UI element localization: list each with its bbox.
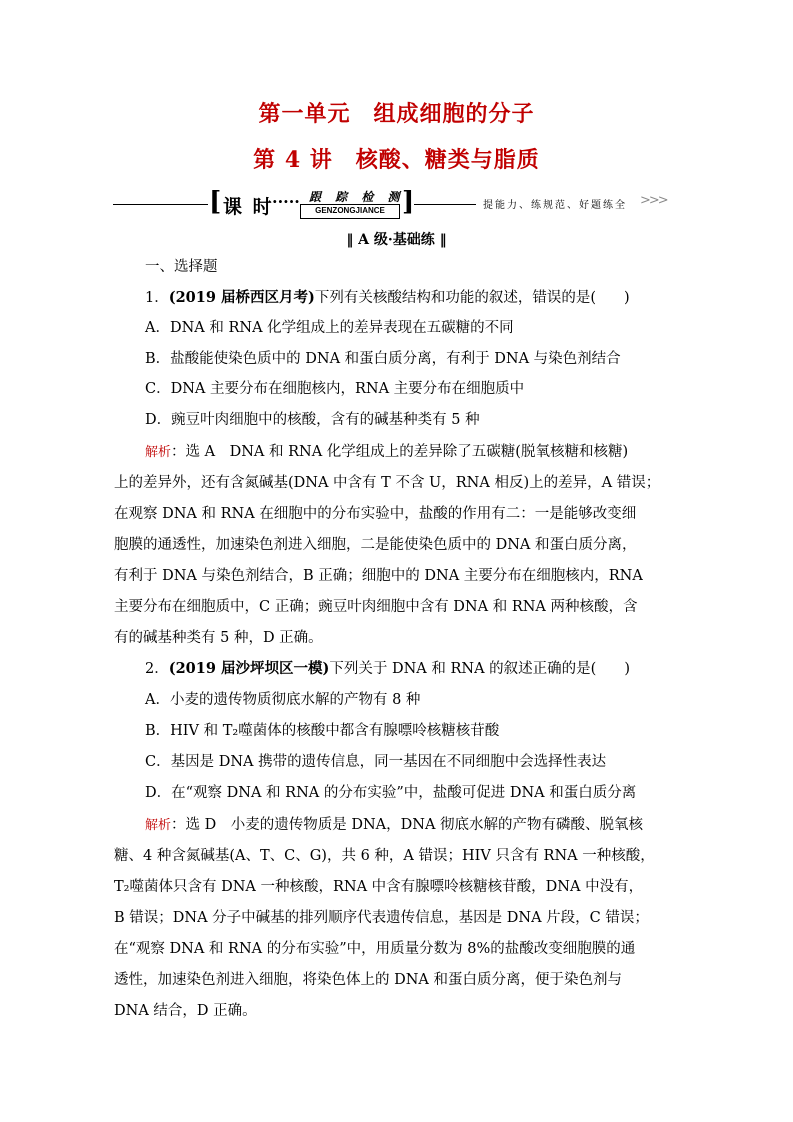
banner-bracket-right: ] bbox=[402, 187, 415, 217]
lesson-title: 第 4 讲 核酸、糖类与脂质 bbox=[253, 147, 540, 173]
question-2-analysis-line-4: B 错误；DNA 分子中碱基的排列顺序代表遗传信息，基因是 DNA 片段，C 错误； bbox=[114, 910, 649, 926]
question-1-analysis-line-1 bbox=[145, 442, 628, 463]
banner-right-rule bbox=[414, 204, 476, 205]
question-2-analysis-line-6: 透性，加速染色剂进入细胞，将染色体上的 DNA 和蛋白质分离，便于染色剂与 bbox=[114, 972, 622, 988]
question-1-analysis-line-6: 主要分布在细胞质中，C 正确；豌豆叶肉细胞中含有 DNA 和 RNA 两种核酸，含 bbox=[114, 599, 638, 615]
question-2-paren-close: ) bbox=[624, 661, 631, 677]
banner-dots: ····· bbox=[272, 192, 300, 211]
question-1-number: 1． bbox=[145, 290, 169, 306]
question-1-analysis-line-7: 有的碱基种类有 5 种，D 正确。 bbox=[114, 630, 323, 646]
question-2-source: (2019 届沙坪坝区一模) bbox=[168, 660, 330, 677]
question-2-text: 下列关于 DNA 和 RNA 的叙述正确的是( bbox=[329, 661, 597, 677]
question-1-option-d: D．豌豆叶肉细胞中的核酸，含有的碱基种类有 5 种 bbox=[145, 412, 480, 428]
question-1-analysis-line-3: 在观察 DNA 和 RNA 在细胞中的分布实验中，盐酸的作用有二：一是能够改变细 bbox=[114, 506, 637, 522]
question-2-option-a: A．小麦的遗传物质彻底水解的产物有 8 种 bbox=[145, 692, 421, 708]
banner-keshi: 课 时 bbox=[223, 196, 274, 218]
faint-watermark bbox=[702, 758, 774, 784]
question-2-analysis-line-1 bbox=[145, 815, 643, 836]
banner-genzong-cn: 跟 踪 检 测 bbox=[309, 190, 405, 204]
question-1-paren-close: ) bbox=[624, 290, 630, 306]
question-1-source: (2019 届桥西区月考) bbox=[168, 289, 315, 306]
question-2-analysis-line-2: 糖、4 种含氮碱基(A、T、C、G)，共 6 种，A 错误；HIV 只含有 RNA 一种核酸， bbox=[114, 848, 655, 864]
question-2-analysis-line-3: T₂噬菌体只含有 DNA 一种核酸，RNA 中含有腺嘌呤核糖核苷酸，DNA 中没有， bbox=[114, 879, 644, 895]
question-2-option-b: B．HIV 和 T₂噬菌体的核酸中都含有腺嘌呤核糖核苷酸 bbox=[145, 723, 500, 739]
question-1-analysis-label: 解析 bbox=[145, 445, 172, 460]
question-2-number: 2． bbox=[145, 661, 169, 677]
question-2-analysis-label: 解析 bbox=[145, 818, 172, 833]
question-1-option-a: A．DNA 和 RNA 化学组成上的差异表现在五碳糖的不同 bbox=[145, 320, 514, 336]
banner-left-rule bbox=[113, 204, 208, 205]
level-heading: ‖ A 级·基础练 ‖ bbox=[346, 232, 447, 248]
question-1-text: 下列有关核酸结构和功能的叙述，错误的是( bbox=[314, 290, 597, 306]
banner-slogan: 提能力、练规范、好题练全 bbox=[483, 200, 627, 211]
banner-bracket-left: [ bbox=[209, 187, 222, 217]
question-1-analysis-line-4: 胞膜的通透性，加速染色剂进入细胞，二是能使染色质中的 DNA 和蛋白质分离， bbox=[114, 537, 637, 553]
question-1-analysis-line-2: 上的差异外，还有含氮碱基(DNA 中含有 T 不含 U，RNA 相反)上的差异，A 错误； bbox=[114, 475, 661, 491]
question-1-analysis-text: ：选 A DNA 和 RNA 化学组成上的差异除了五碳糖(脱氧核糖和核糖) bbox=[171, 444, 629, 460]
banner-arrows: >>> bbox=[640, 193, 667, 208]
banner-genzong-en: GENZONGJIANCE bbox=[315, 206, 385, 215]
question-1-option-b: B．盐酸能使染色质中的 DNA 和蛋白质分离，有利于 DNA 与染色剂结合 bbox=[145, 351, 621, 367]
question-2-analysis-line-7: DNA 结合，D 正确。 bbox=[114, 1003, 257, 1019]
question-2-analysis-line-5: 在“观察 DNA 和 RNA 的分布实验”中，用质量分数为 8%的盐酸改变细胞膜的通 bbox=[114, 941, 636, 957]
unit-title: 第一单元 组成细胞的分子 bbox=[258, 101, 535, 127]
question-2-analysis-text: ：选 D 小麦的遗传物质是 DNA，DNA 彻底水解的产物有磷酸、脱氧核 bbox=[171, 817, 644, 833]
question-2-option-d: D．在“观察 DNA 和 RNA 的分布实验”中，盐酸可促进 DNA 和蛋白质分离 bbox=[145, 785, 637, 801]
question-1-analysis-line-5: 有利于 DNA 与染色剂结合，B 正确；细胞中的 DNA 主要分布在细胞核内，RNA bbox=[114, 568, 643, 584]
question-2-stem bbox=[145, 659, 630, 679]
practice-banner bbox=[0, 188, 793, 228]
question-1-option-c: C．DNA 主要分布在细胞核内，RNA 主要分布在细胞质中 bbox=[145, 381, 525, 397]
section-heading: 一、选择题 bbox=[145, 259, 218, 275]
question-1-stem bbox=[145, 288, 630, 308]
question-2-option-c: C．基因是 DNA 携带的遗传信息，同一基因在不同细胞中会选择性表达 bbox=[145, 754, 607, 770]
